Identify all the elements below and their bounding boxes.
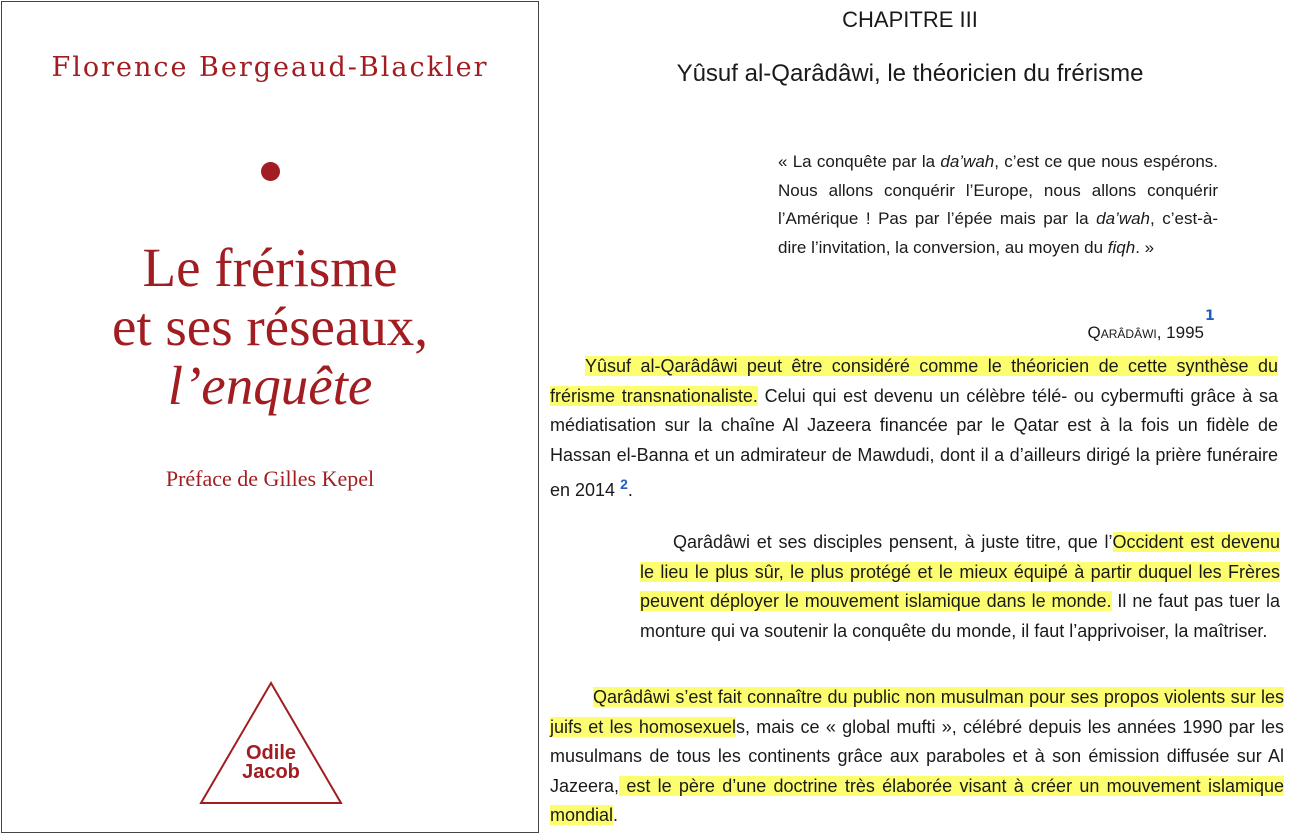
paragraph-text: Celui qui est devenu un célèbre télé- ou cybermufti grâce à sa médiatisation sur la chaîne Al Jazeera financée par le Qatar est à la fois un fidèle de Hassan el-Banna et un admirateur de Mawdudi, dont il a d’ailleurs dirigé la prière funéraire en 2014 [550,385,1278,500]
epigraph-text: , c’est ce que nous espérons. Nous allons conquérir l’Europe, nous allons conquérir l’Amérique ! Pas par l’épée mais par la [778,152,1218,228]
cover-title-line2: et ses réseaux, [111,296,429,357]
cover-title [2,238,538,415]
epigraph-text: . » [1135,237,1155,257]
paragraph-1 [550,352,1278,506]
highlighted-text: Yûsuf al-Qarâdâwi peut être considéré comme le théoricien de cette synthèse du frérisme transnationaliste. [550,356,1278,406]
cover-preface: Préface de Gilles Kepel [165,466,375,491]
paragraph-text: . [613,805,619,825]
highlighted-text: Occident est devenu le lieu le plus sûr, le plus protégé et le mieux équipé à partir duquel les Frères peuvent déployer le mouvement islamique dans le monde. [640,532,1280,611]
epigraph-quote [778,148,1218,262]
paragraph-text: s, mais ce « global mufti », célébré depuis les années 1990 par les musulmans de tous les continents grâce aux paraboles et à son émission diffusée sur Al Jazeera, [550,716,1284,796]
publisher-name [198,744,344,782]
footnote-ref-1[interactable]: 1 [1205,308,1215,324]
epigraph-italic-term: da’wah [1096,209,1151,228]
cover-author: Florence Bergeaud-Blackler [51,52,489,83]
paragraph-2-blockquote [640,528,1280,646]
paragraph-text: Il ne faut pas tuer la monture qui va soutenir la conquête du monde, il faut l’apprivoiser, la maîtriser. [640,591,1280,641]
paragraph-text: . [627,480,633,500]
highlighted-text: Qarâdâwi s’est fait connaître du public non musulman pour ses propos violents sur les juifs et les homosexuel [550,687,1284,737]
epigraph-italic-term: da’wah [940,152,995,171]
publisher-line2: Jacob [242,761,300,783]
paragraph-text: Qarâdâwi et ses disciples pensent, à juste titre, que l’ [673,532,1113,552]
epigraph-italic-term: fiqh [1107,237,1136,257]
chapter-title: Yûsuf al-Qarâdâwi, le théoricien du frérisme [676,60,1144,87]
red-dot-ornament [261,162,280,181]
book-cover [1,1,539,833]
epigraph-text: , c’est-à-dire l’invitation, la conversion, au moyen du [778,209,1218,257]
paragraph-3 [550,683,1284,831]
chapter-label: CHAPITRE III [842,7,978,32]
publisher-line1: Odile [245,742,296,764]
epigraph-attribution: Qarâdâwi, 1995 [1087,323,1204,342]
epigraph-text: « La conquête par la [778,152,941,171]
highlighted-text: est le père d’une doctrine très élaborée visant à créer un mouvement islamique mondial [550,775,1284,825]
cover-title-line1: Le frérisme [142,237,398,298]
cover-title-line3: l’enquête [167,355,373,416]
footnote-ref-2[interactable]: 2 [620,476,628,492]
